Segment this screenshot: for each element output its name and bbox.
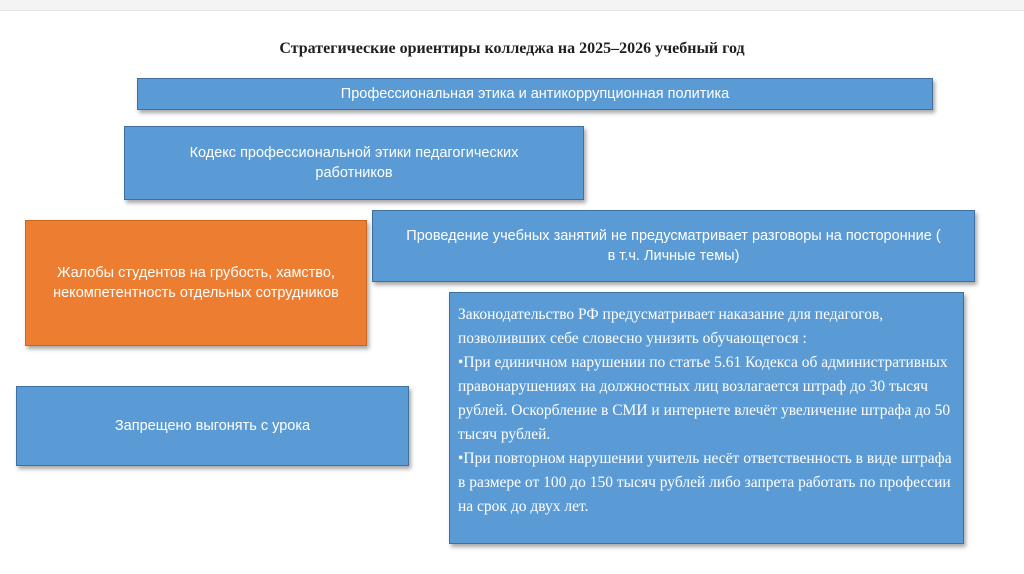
no-offtopic-talks-text: Проведение учебных занятий не предусматривает разговоры на посторонние ( в т.ч. Личные темы) (406, 228, 941, 264)
student-complaints-text: Жалобы студентов на грубость, хамство, некомпетентность отдельных сотрудников (53, 265, 339, 301)
legislation-point-1: •При единичном нарушении по статье 5.61 Кодекса об административных правонарушениях на должностных лиц возлагается штраф до 30 тысяч рублей. Оскорбление в СМИ и интернете влечёт увеличение штрафа до 50 тысяч рублей. (458, 354, 951, 443)
legislation-intro: Законодательство РФ предусматривает наказание для педагогов, позволивших себе словесно унизить обучающегося : (458, 306, 884, 347)
ethics-policy-text: Профессиональная этика и антикоррупционная политика (340, 86, 730, 102)
no-offtopic-talks-box (372, 210, 975, 282)
code-of-ethics-box (124, 126, 584, 200)
legislation-box (449, 292, 964, 544)
no-expulsion-box (16, 386, 409, 466)
no-expulsion-text: Запрещено выгонять с урока (114, 418, 311, 434)
ethics-policy-box (137, 78, 933, 110)
code-of-ethics-text: Кодекс профессиональной этики педагогических работников (189, 145, 519, 181)
legislation-point-2: •При повторном нарушении учитель несёт ответственность в виде штрафа в размере от 100 до 150 тысяч рублей либо запрета работать по профессии на срок до двух лет. (458, 450, 952, 515)
slide-title: Стратегические ориентиры колледжа на 2025–2026 учебный год (279, 40, 745, 57)
top-rule (0, 0, 1024, 11)
student-complaints-box (25, 220, 367, 346)
